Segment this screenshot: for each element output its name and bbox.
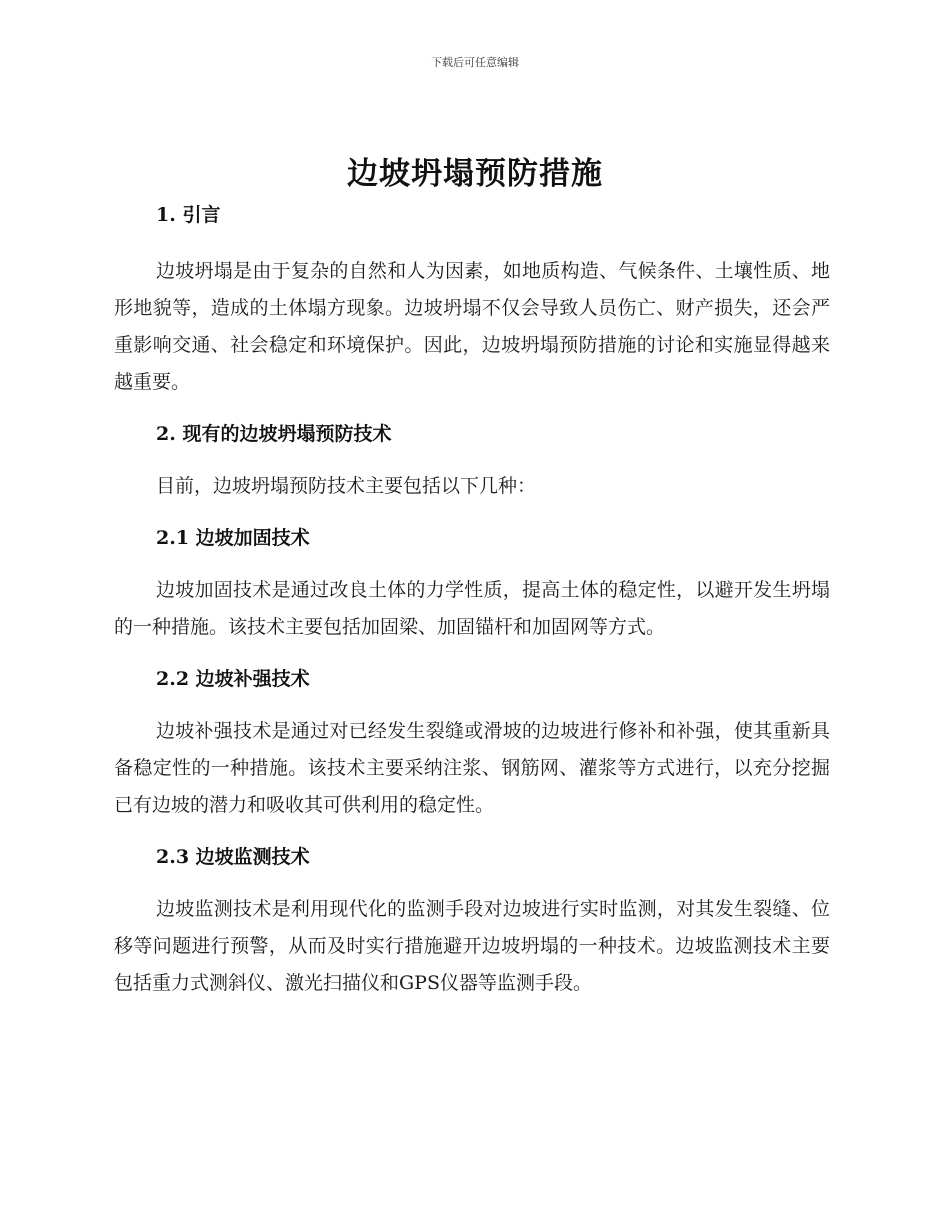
section-heading-reinforcement: 2.1 边坡加固技术 — [156, 527, 310, 549]
section-paragraph-strengthening: 边坡补强技术是通过对已经发生裂缝或滑坡的边坡进行修补和补强，使其重新具备稳定性的一种措施。该技术主要采纳注浆、钢筋网、灌浆等方式进行，以充分挖掘已有边坡的潜力和吸收其可供利用的稳定性。 — [114, 720, 830, 816]
document-title: 边坡坍塌预防措施 — [347, 156, 603, 192]
page-header-note: 下载后可任意编辑 — [431, 56, 519, 69]
section-heading-monitoring: 2.3 边坡监测技术 — [156, 846, 310, 868]
document-body — [114, 198, 830, 1002]
section-paragraph-monitoring: 边坡监测技术是利用现代化的监测手段对边坡进行实时监测，对其发生裂缝、位移等问题进行预警，从而及时实行措施避开边坡坍塌的一种技术。边坡监测技术主要包括重力式测斜仪、激光扫描仪和GPS仪器等监测手段。 — [114, 898, 830, 994]
section-paragraph-existing-tech: 目前，边坡坍塌预防技术主要包括以下几种： — [156, 475, 537, 497]
section-heading-intro: 1. 引言 — [156, 204, 221, 226]
section-paragraph-reinforcement: 边坡加固技术是通过改良土体的力学性质，提高土体的稳定性，以避开发生坍塌的一种措施。该技术主要包括加固梁、加固锚杆和加固网等方式。 — [114, 579, 830, 638]
section-heading-strengthening: 2.2 边坡补强技术 — [156, 668, 310, 690]
section-heading-existing-tech: 2. 现有的边坡坍塌预防技术 — [156, 423, 392, 445]
section-paragraph-intro: 边坡坍塌是由于复杂的自然和人为因素，如地质构造、气候条件、土壤性质、地形地貌等，造成的土体塌方现象。边坡坍塌不仅会导致人员伤亡、财产损失，还会严重影响交通、社会稳定和环境保护。因此，边坡坍塌预防措施的讨论和实施显得越来越重要。 — [114, 260, 830, 393]
